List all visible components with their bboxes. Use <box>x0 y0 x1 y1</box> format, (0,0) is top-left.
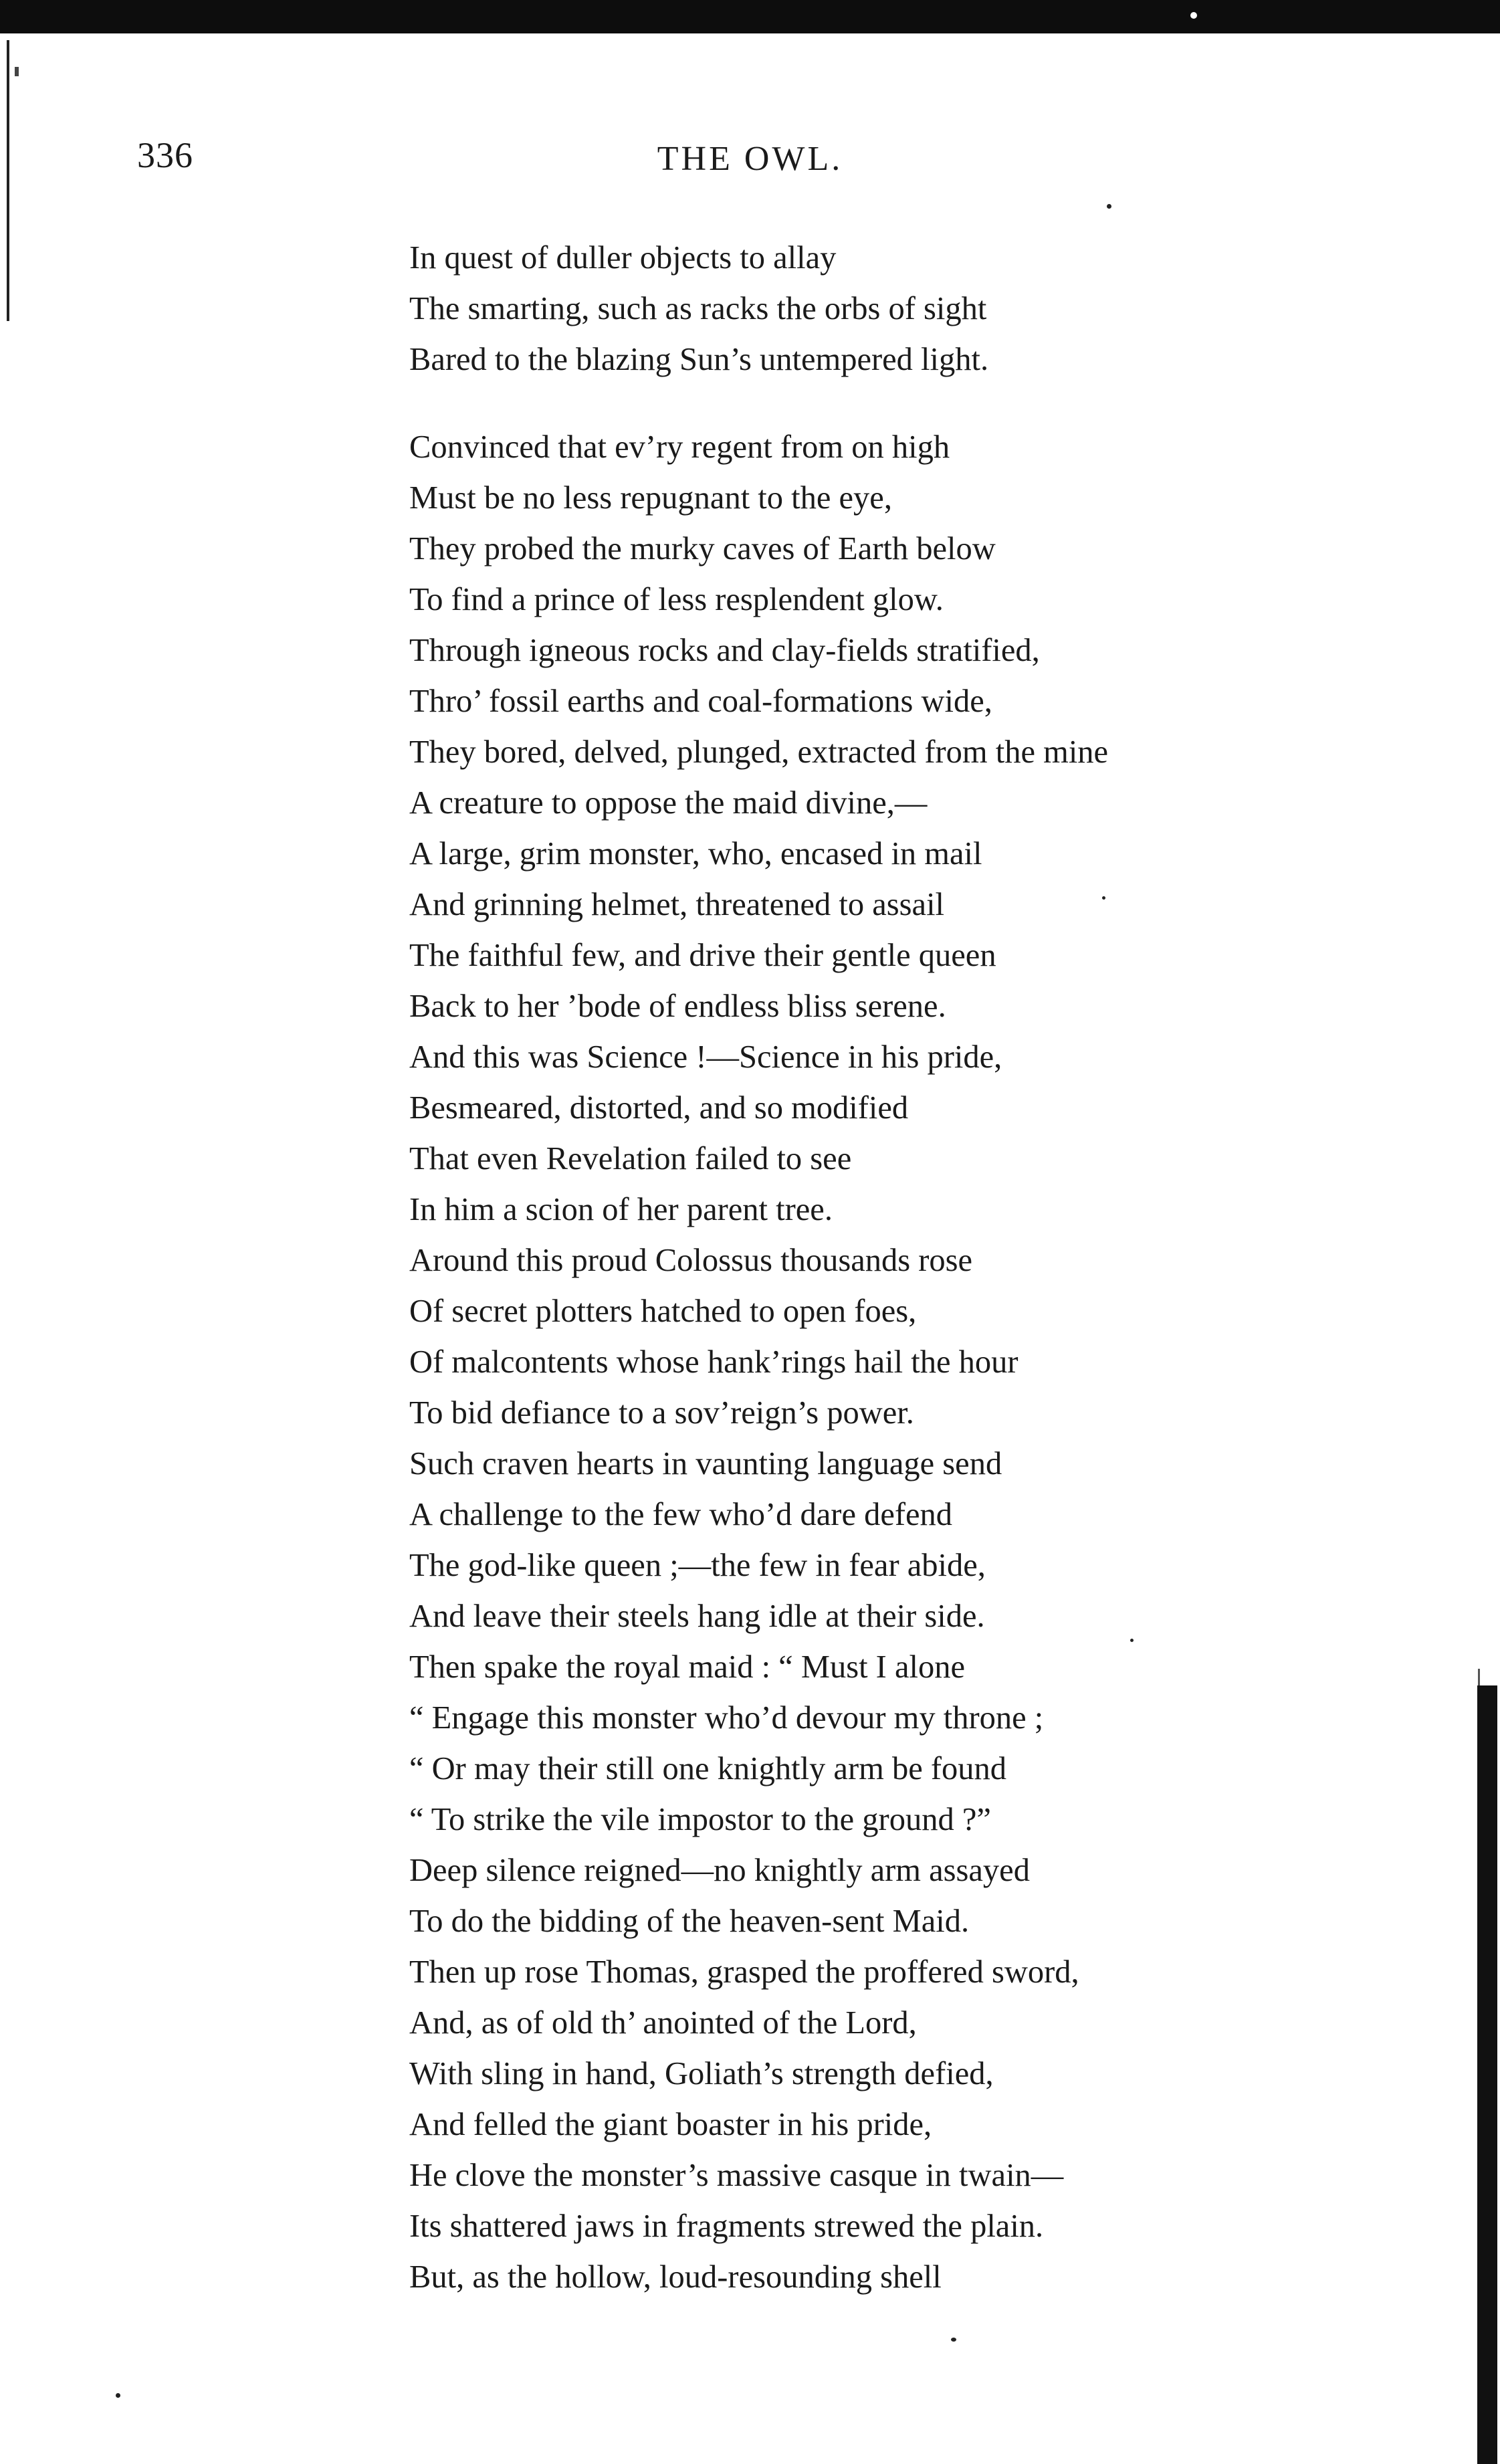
verse-line: And, as of old th’ anointed of the Lord, <box>409 2005 917 2041</box>
verse-line: Around this proud Colossus thousands rose <box>409 1243 973 1278</box>
verse-line: Must be no less repugnant to the eye, <box>409 480 892 516</box>
verse-line: But, as the hollow, loud-resounding shell <box>409 2259 942 2295</box>
page-number: 336 <box>137 135 193 175</box>
verse-line: In him a scion of her parent tree. <box>409 1192 833 1227</box>
verse-line: “ Engage this monster who’d devour my throne ; <box>409 1700 1044 1736</box>
verse-line: They bored, delved, plunged, extracted from the mine <box>409 734 1109 770</box>
left-edge-mark <box>15 67 19 76</box>
verse-line: A creature to oppose the maid divine,— <box>409 785 928 821</box>
verse-line: To do the bidding of the heaven-sent Maid. <box>409 1904 970 1939</box>
verse-line: And grinning helmet, threatened to assail <box>409 887 945 922</box>
verse-line: Besmeared, distorted, and so modified <box>409 1090 909 1126</box>
verse-line: Then up rose Thomas, grasped the proffered sword, <box>409 1954 1079 1990</box>
verse-line: The god-like queen ;—the few in fear abide, <box>409 1548 986 1583</box>
verse-line: The smarting, such as racks the orbs of sight <box>409 291 987 326</box>
verse-line: Deep silence reigned—no knightly arm assayed <box>409 1853 1030 1888</box>
verse-line: With sling in hand, Goliath’s strength defied, <box>409 2056 994 2091</box>
ink-speck <box>1130 1639 1134 1642</box>
verse-line: And leave their steels hang idle at their side. <box>409 1599 985 1634</box>
running-head: THE OWL. <box>657 140 843 178</box>
verse-line: “ To strike the vile impostor to the ground ?” <box>409 1802 991 1837</box>
verse-line: Back to her ’bode of endless bliss serene. <box>409 989 946 1024</box>
left-scan-edge <box>7 40 9 321</box>
verse-line: Of secret plotters hatched to open foes, <box>409 1294 917 1329</box>
verse-line: Through igneous rocks and clay-fields stratified, <box>409 633 1040 668</box>
poem-text <box>409 233 1108 2303</box>
verse-line: To find a prince of less resplendent glow. <box>409 582 944 617</box>
ink-speck <box>1107 204 1111 209</box>
verse-line: He clove the monster’s massive casque in twain— <box>409 2158 1064 2193</box>
verse-line: The faithful few, and drive their gentle queen <box>409 938 996 973</box>
verse-line: That even Revelation failed to see <box>409 1141 852 1176</box>
top-scan-border <box>0 0 1500 33</box>
verse-line: Bared to the blazing Sun’s untempered light. <box>409 342 989 377</box>
verse-line: “ Or may their still one knightly arm be found <box>409 1751 1007 1786</box>
verse-line: To bid defiance to a sov’reign’s power. <box>409 1395 914 1431</box>
verse-line: And this was Science !—Science in his pride, <box>409 1039 1002 1075</box>
ink-speck <box>951 2338 956 2342</box>
verse-line: Convinced that ev’ry regent from on high <box>409 429 950 465</box>
verse-line: A challenge to the few who’d dare defend <box>409 1497 953 1532</box>
top-border-notch <box>1190 12 1197 19</box>
verse-line: Such craven hearts in vaunting language send <box>409 1446 1002 1481</box>
verse-line: And felled the giant boaster in his pride, <box>409 2107 932 2142</box>
verse-line: Then spake the royal maid : “ Must I alone <box>409 1649 965 1685</box>
verse-line: Thro’ fossil earths and coal-formations wide, <box>409 684 992 719</box>
verse-line: In quest of duller objects to allay <box>409 240 837 276</box>
verse-line: A large, grim monster, who, encased in mail <box>409 836 982 871</box>
right-scan-border <box>1477 1685 1497 2464</box>
verse-line: Its shattered jaws in fragments strewed the plain. <box>409 2209 1044 2244</box>
ink-speck <box>116 2393 120 2398</box>
verse-line: Of malcontents whose hank’rings hail the hour <box>409 1344 1019 1380</box>
verse-line: They probed the murky caves of Earth below <box>409 531 996 567</box>
